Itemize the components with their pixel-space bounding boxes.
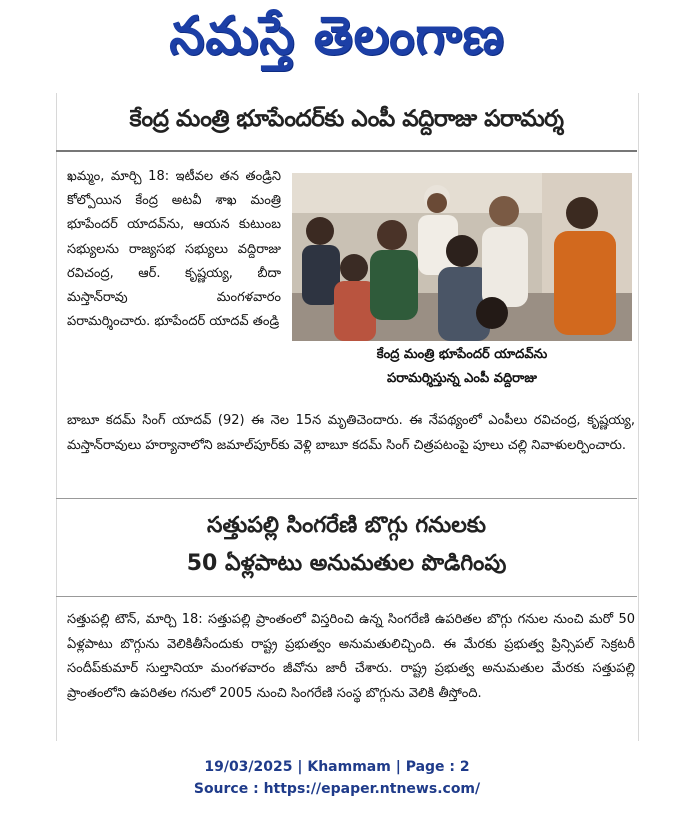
headline-divider	[56, 150, 637, 152]
headline2-divider	[56, 596, 637, 597]
article2-headline	[56, 507, 637, 583]
photo-caption-line1: కేంద్ర మంత్రి భూపేందర్ యాదవ్‌ను	[376, 347, 548, 362]
footer-date-edition: 19/03/2025 | Khammam | Page : 2	[204, 759, 470, 775]
article2-body	[67, 608, 635, 706]
article1-column-text	[67, 165, 281, 334]
newspaper-masthead	[0, 0, 674, 84]
article1-headline: కేంద్ర మంత్రి భూపేందర్‌కు ఎంపీ వద్దిరాజు పరామర్శ	[129, 106, 564, 132]
photo-caption-line2: పరామర్శిస్తున్న ఎంపీ వద్దిరాజు	[387, 371, 537, 386]
article2-paragraph: సత్తుపల్లి టౌన్, మార్చి 18: సత్తుపల్లి ప్రాంతంలో విస్తరించి ఉన్న సింగరేణి ఉపరితల బొగ్గు గనుల నుంచి మరో 50 ఏళ్లపాటు బొగ్గును వెలికితీసేందుకు రాష్ట్ర ప్రభుత్వం అనుమతులిచ్చింది. ఈ మేరకు ప్రభుత్వ ప్రిన్సిపల్ సెక్రటరీ సందీప్‌కుమార్ సుల్తానియా మంగళవారం జీవోను జారీ చేశారు. రాష్ట్ర ప్రభుత్వ అనుమతుల మేరకు సత్తుపల్లి ప్రాంతంలోని ఉపరితల గనులో 2005 నుంచి సింగరేణి సంస్థ బొగ్గును వెలికి తీస్తోంది.	[67, 612, 635, 701]
photo-caption	[292, 343, 632, 393]
article2-headline-line2: 50 ఏళ్లపాటు అనుమతుల పొడిగింపు	[186, 551, 507, 576]
news-photo	[292, 173, 632, 341]
article1-full-width-text	[67, 409, 635, 458]
article1-column-paragraph: ఖమ్మం, మార్చి 18: ఇటీవల తన తండ్రిని కోల్పోయిన కేంద్ర అటవీ శాఖ మంత్రి భూపేందర్ యాదవ్‌ను, ఆయన కుటుంబ సభ్యులను రాజ్యసభ సభ్యులు వద్దిరాజు రవిచంద్ర, ఆర్. కృష్ణయ్య, బీదా మస్తాన్‌రావు మంగళవారం పరామర్శించారు. భూపేందర్ యాదవ్ తండ్రి	[67, 169, 281, 330]
article1-continuation-paragraph: బాబూ కదమ్ సింగ్ యాదవ్ (92) ఈ నెల 15న మృతిచెందారు. ఈ నేపథ్యంలో ఎంపీలు రవిచంద్ర, కృష్ణయ్య, మస్తాన్‌రావులు హర్యానాలోని జమాల్‌పూర్‌కు వెళ్లి బాబూ కదమ్ సింగ్ చిత్రపటంపై పూలు చల్లి నివాళులర్పించారు.	[67, 413, 635, 453]
article-divider	[56, 498, 637, 499]
group-photo-illustration	[292, 173, 632, 341]
masthead-title: నమస్తే తెలంగాణ	[169, 4, 505, 66]
footer-source-link[interactable]: Source : https://epaper.ntnews.com/	[193, 781, 481, 797]
article2-headline-line1: సత్తుపల్లి సింగరేణి బొగ్గు గనులకు	[207, 513, 486, 538]
page-footer	[0, 756, 674, 800]
